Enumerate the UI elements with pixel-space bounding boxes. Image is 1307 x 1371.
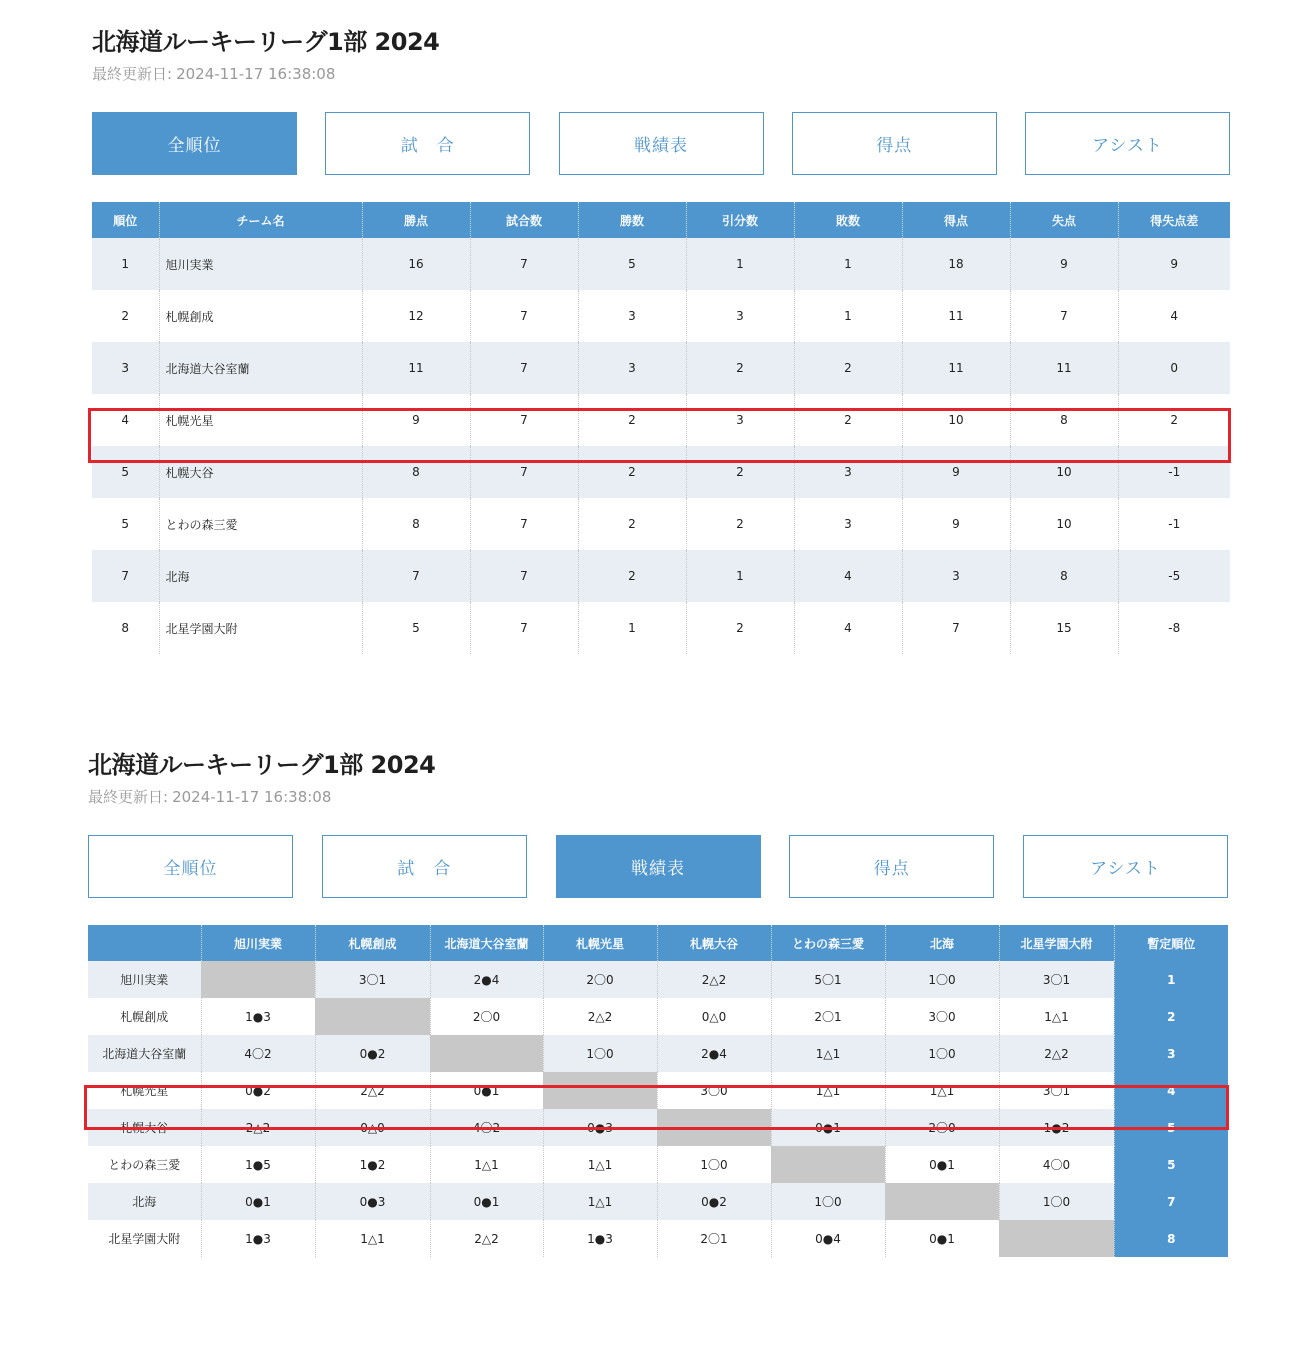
- table-cell: 2: [92, 290, 159, 342]
- table-cell: 11: [1010, 342, 1118, 394]
- table-cell: 2: [578, 550, 686, 602]
- table-cell: 1: [686, 550, 794, 602]
- result-cell: 0●3: [543, 1109, 657, 1146]
- result-cell: 1〇0: [999, 1183, 1114, 1220]
- grid-row: [88, 1072, 1228, 1109]
- self-match-cell: [201, 961, 315, 998]
- team-name-cell: とわの森三愛: [159, 498, 362, 550]
- table-cell: 8: [362, 498, 470, 550]
- result-cell: 1△1: [999, 998, 1114, 1035]
- table-cell: -8: [1168, 621, 1181, 635]
- result-cell: 2△2: [430, 1220, 543, 1257]
- table-cell: 5: [92, 446, 159, 498]
- result-cell: 3〇1: [999, 1072, 1114, 1109]
- table-cell: 8: [1010, 550, 1118, 602]
- grid-row: [88, 1109, 1228, 1146]
- result-cell: 1〇0: [771, 1183, 885, 1220]
- result-cell: 1●3: [543, 1220, 657, 1257]
- result-cell: 2〇0: [543, 961, 657, 998]
- table-cell: 1: [686, 238, 794, 290]
- table-cell: 11: [902, 342, 1010, 394]
- result-cell: 4〇2: [201, 1035, 315, 1072]
- tab-bar: [92, 112, 1230, 175]
- result-cell: 1〇0: [885, 1035, 999, 1072]
- table-cell: 2: [686, 446, 794, 498]
- result-cell: 0△0: [657, 998, 771, 1035]
- table-cell: 1: [794, 290, 902, 342]
- table-cell: 3: [686, 394, 794, 446]
- table-cell: 5: [92, 498, 159, 550]
- table-cell: 3: [794, 498, 902, 550]
- grid-row: [88, 1220, 1228, 1257]
- row-team-name: 北海道大谷室蘭: [88, 1035, 201, 1072]
- result-cell: 1△1: [430, 1146, 543, 1183]
- self-match-cell: [430, 1035, 543, 1072]
- table-cell: 0: [1118, 342, 1230, 394]
- self-match-cell: [999, 1220, 1114, 1257]
- result-cell: 2●4: [430, 961, 543, 998]
- table-cell: 7: [362, 550, 470, 602]
- result-cell: 1△1: [315, 1220, 430, 1257]
- tab-bar: [88, 835, 1228, 898]
- result-cell: 2△2: [657, 961, 771, 998]
- table-cell: 15: [1010, 602, 1118, 654]
- table-cell: 2: [686, 498, 794, 550]
- tab-3[interactable]: 戦績表: [556, 835, 761, 898]
- result-cell: 1△1: [771, 1035, 885, 1072]
- self-match-cell: [657, 1109, 771, 1146]
- team-name-cell: 札幌創成: [159, 290, 362, 342]
- table-cell: -1: [1118, 446, 1230, 498]
- table-row: [92, 550, 1230, 602]
- column-header: とわの森三愛: [771, 925, 885, 961]
- column-header: 勝数: [578, 202, 686, 238]
- table-cell: 10: [1010, 446, 1118, 498]
- table-cell: 2: [578, 446, 686, 498]
- column-header: 札幌創成: [315, 925, 430, 961]
- table-cell: 1: [794, 238, 902, 290]
- result-cell: 1〇0: [543, 1035, 657, 1072]
- row-team-name: 旭川実業: [88, 961, 201, 998]
- table-row: [92, 602, 1230, 654]
- row-team-name: 札幌光星: [88, 1072, 201, 1109]
- table-cell: 3: [686, 290, 794, 342]
- table-cell: 7: [902, 602, 1010, 654]
- table-cell: 12: [362, 290, 470, 342]
- result-cell: 1△1: [771, 1072, 885, 1109]
- table-cell: 2: [578, 394, 686, 446]
- result-cell: 0●2: [201, 1072, 315, 1109]
- column-header: 得点: [902, 202, 1010, 238]
- provisional-rank-cell: 5: [1114, 1146, 1228, 1183]
- result-cell: 1●3: [201, 1220, 315, 1257]
- row-team-name: 北星学園大附: [88, 1220, 201, 1257]
- result-cell: 2△2: [201, 1109, 315, 1146]
- team-name-cell: 札幌大谷: [159, 446, 362, 498]
- provisional-rank-cell: 1: [1114, 961, 1228, 998]
- tab-1[interactable]: 全順位: [88, 835, 293, 898]
- column-header: 勝点: [362, 202, 470, 238]
- result-cell: 1△1: [885, 1072, 999, 1109]
- result-cell: 0●3: [315, 1183, 430, 1220]
- standings-table: [92, 202, 1230, 654]
- tab-4[interactable]: 得点: [792, 112, 997, 175]
- standings-section: [92, 26, 1230, 654]
- column-header: 北星学園大附: [999, 925, 1114, 961]
- result-cell: 2△2: [315, 1072, 430, 1109]
- self-match-cell: [885, 1183, 999, 1220]
- results-section: [88, 749, 1228, 1257]
- table-row: [92, 342, 1230, 394]
- table-cell: 4: [794, 602, 902, 654]
- table-header-row: [88, 925, 1228, 961]
- last-updated-label: 最終更新日:: [88, 788, 169, 806]
- table-row: [92, 290, 1230, 342]
- table-cell: 3: [794, 446, 902, 498]
- table-cell: 8: [362, 446, 470, 498]
- table-cell: 8: [92, 602, 159, 654]
- table-cell: 7: [470, 394, 578, 446]
- table-cell: 3: [578, 290, 686, 342]
- result-cell: 3〇1: [315, 961, 430, 998]
- table-cell: 4: [92, 394, 159, 446]
- result-cell: 0●2: [657, 1183, 771, 1220]
- tab-1[interactable]: 全順位: [92, 112, 297, 175]
- last-updated-value: 2024-11-17 16:38:08: [176, 65, 336, 83]
- row-team-name: 札幌大谷: [88, 1109, 201, 1146]
- result-cell: 2〇1: [657, 1220, 771, 1257]
- result-cell: 3〇0: [885, 998, 999, 1035]
- table-cell: 7: [470, 238, 578, 290]
- provisional-rank-cell: 5: [1114, 1109, 1228, 1146]
- result-cell: 0●1: [771, 1109, 885, 1146]
- result-cell: 2△2: [543, 998, 657, 1035]
- table-cell: 2: [1170, 413, 1179, 427]
- table-cell: 7: [1010, 290, 1118, 342]
- column-header: 敗数: [794, 202, 902, 238]
- table-cell: 5: [362, 602, 470, 654]
- grid-row: [88, 1183, 1228, 1220]
- table-cell: 16: [362, 238, 470, 290]
- tab-2[interactable]: 試 合: [325, 112, 530, 175]
- table-cell: 4: [1170, 309, 1179, 323]
- table-cell: -1: [1168, 517, 1181, 531]
- column-header: 北海: [885, 925, 999, 961]
- table-cell: 11: [902, 290, 1010, 342]
- team-name-cell: 北海道大谷室蘭: [159, 342, 362, 394]
- table-cell: 2: [686, 602, 794, 654]
- page-title: 北海道ルーキーリーグ1部 2024: [92, 28, 440, 56]
- table-cell: 9: [362, 394, 470, 446]
- table-cell: 2: [686, 342, 794, 394]
- table-cell: -5: [1118, 550, 1230, 602]
- result-cell: 0●4: [771, 1220, 885, 1257]
- column-header: 札幌大谷: [657, 925, 771, 961]
- table-cell: 10: [902, 394, 1010, 446]
- row-team-name: とわの森三愛: [88, 1146, 201, 1183]
- result-cell: 2●4: [657, 1035, 771, 1072]
- provisional-rank-cell: 7: [1114, 1183, 1228, 1220]
- grid-row: [88, 961, 1228, 998]
- tab-3[interactable]: 戦績表: [559, 112, 764, 175]
- provisional-rank-cell: 3: [1114, 1035, 1228, 1072]
- result-cell: 3〇0: [657, 1072, 771, 1109]
- column-header: 失点: [1010, 202, 1118, 238]
- tab-5[interactable]: アシスト: [1023, 835, 1228, 898]
- table-row: [92, 498, 1230, 550]
- table-cell: 1: [92, 238, 159, 290]
- table-cell: 2: [578, 498, 686, 550]
- table-row: [92, 394, 1230, 446]
- table-cell: 9: [902, 446, 1010, 498]
- table-row: [92, 238, 1230, 290]
- column-header: 札幌光星: [543, 925, 657, 961]
- table-cell: 9: [1010, 238, 1118, 290]
- table-cell: 9: [1118, 238, 1230, 290]
- grid-row: [88, 1035, 1228, 1072]
- table-cell: 7: [470, 602, 578, 654]
- table-cell: 3: [578, 342, 686, 394]
- results-grid-table: [88, 925, 1228, 1257]
- result-cell: 0●1: [885, 1146, 999, 1183]
- column-header: 順位: [92, 202, 159, 238]
- table-cell: 4: [794, 550, 902, 602]
- column-header: 試合数: [470, 202, 578, 238]
- column-header: 旭川実業: [201, 925, 315, 961]
- result-cell: 1●2: [999, 1109, 1114, 1146]
- last-updated: [92, 64, 1230, 84]
- table-cell: 7: [470, 342, 578, 394]
- team-name-cell: 北星学園大附: [159, 602, 362, 654]
- tab-4[interactable]: 得点: [789, 835, 994, 898]
- table-cell: 7: [92, 550, 159, 602]
- last-updated-value: 2024-11-17 16:38:08: [172, 788, 332, 806]
- table-cell: 7: [470, 446, 578, 498]
- provisional-rank-cell: 2: [1114, 998, 1228, 1035]
- row-team-name: 札幌創成: [88, 998, 201, 1035]
- table-cell: 7: [470, 290, 578, 342]
- tab-2[interactable]: 試 合: [322, 835, 527, 898]
- grid-row: [88, 998, 1228, 1035]
- result-cell: 1●5: [201, 1146, 315, 1183]
- column-header: 北海道大谷室蘭: [430, 925, 543, 961]
- result-cell: 4〇2: [430, 1109, 543, 1146]
- result-cell: 0●1: [885, 1220, 999, 1257]
- provisional-rank-cell: 4: [1114, 1072, 1228, 1109]
- result-cell: 2〇0: [430, 998, 543, 1035]
- team-name-cell: 北海: [159, 550, 362, 602]
- result-cell: 5〇1: [771, 961, 885, 998]
- column-header: チーム名: [159, 202, 362, 238]
- table-cell: 3: [92, 342, 159, 394]
- table-cell: 5: [578, 238, 686, 290]
- table-cell: 7: [470, 550, 578, 602]
- result-cell: 1〇0: [885, 961, 999, 998]
- result-cell: 1●3: [201, 998, 315, 1035]
- table-cell: 7: [470, 498, 578, 550]
- corner-header: [88, 925, 201, 961]
- result-cell: 2〇1: [771, 998, 885, 1035]
- tab-5[interactable]: アシスト: [1025, 112, 1230, 175]
- result-cell: 0●1: [430, 1183, 543, 1220]
- table-cell: 1: [578, 602, 686, 654]
- team-name-cell: 旭川実業: [159, 238, 362, 290]
- grid-row: [88, 1146, 1228, 1183]
- table-cell: 8: [1010, 394, 1118, 446]
- table-row: [92, 446, 1230, 498]
- result-cell: 1△1: [543, 1146, 657, 1183]
- provisional-rank-cell: 8: [1114, 1220, 1228, 1257]
- page-title: 北海道ルーキーリーグ1部 2024: [88, 751, 436, 779]
- result-cell: 1△1: [543, 1183, 657, 1220]
- table-cell: 2: [794, 342, 902, 394]
- self-match-cell: [543, 1072, 657, 1109]
- table-cell: 11: [362, 342, 470, 394]
- result-cell: 0●1: [201, 1183, 315, 1220]
- result-cell: 4〇0: [999, 1146, 1114, 1183]
- column-header: 暫定順位: [1114, 925, 1228, 961]
- result-cell: 3〇1: [999, 961, 1114, 998]
- self-match-cell: [771, 1146, 885, 1183]
- table-cell: 3: [902, 550, 1010, 602]
- self-match-cell: [315, 998, 430, 1035]
- result-cell: 0△0: [315, 1109, 430, 1146]
- table-cell: 9: [902, 498, 1010, 550]
- result-cell: 0●1: [430, 1072, 543, 1109]
- column-header: 得失点差: [1118, 202, 1230, 238]
- result-cell: 1〇0: [657, 1146, 771, 1183]
- table-cell: 18: [902, 238, 1010, 290]
- result-cell: 1●2: [315, 1146, 430, 1183]
- table-header-row: [92, 202, 1230, 238]
- result-cell: 2〇0: [885, 1109, 999, 1146]
- table-cell: 2: [794, 394, 902, 446]
- table-cell: 10: [1010, 498, 1118, 550]
- result-cell: 0●2: [315, 1035, 430, 1072]
- last-updated-label: 最終更新日:: [92, 65, 173, 83]
- last-updated: [88, 787, 1228, 807]
- result-cell: 2△2: [999, 1035, 1114, 1072]
- column-header: 引分数: [686, 202, 794, 238]
- team-name-cell: 札幌光星: [159, 394, 362, 446]
- row-team-name: 北海: [88, 1183, 201, 1220]
